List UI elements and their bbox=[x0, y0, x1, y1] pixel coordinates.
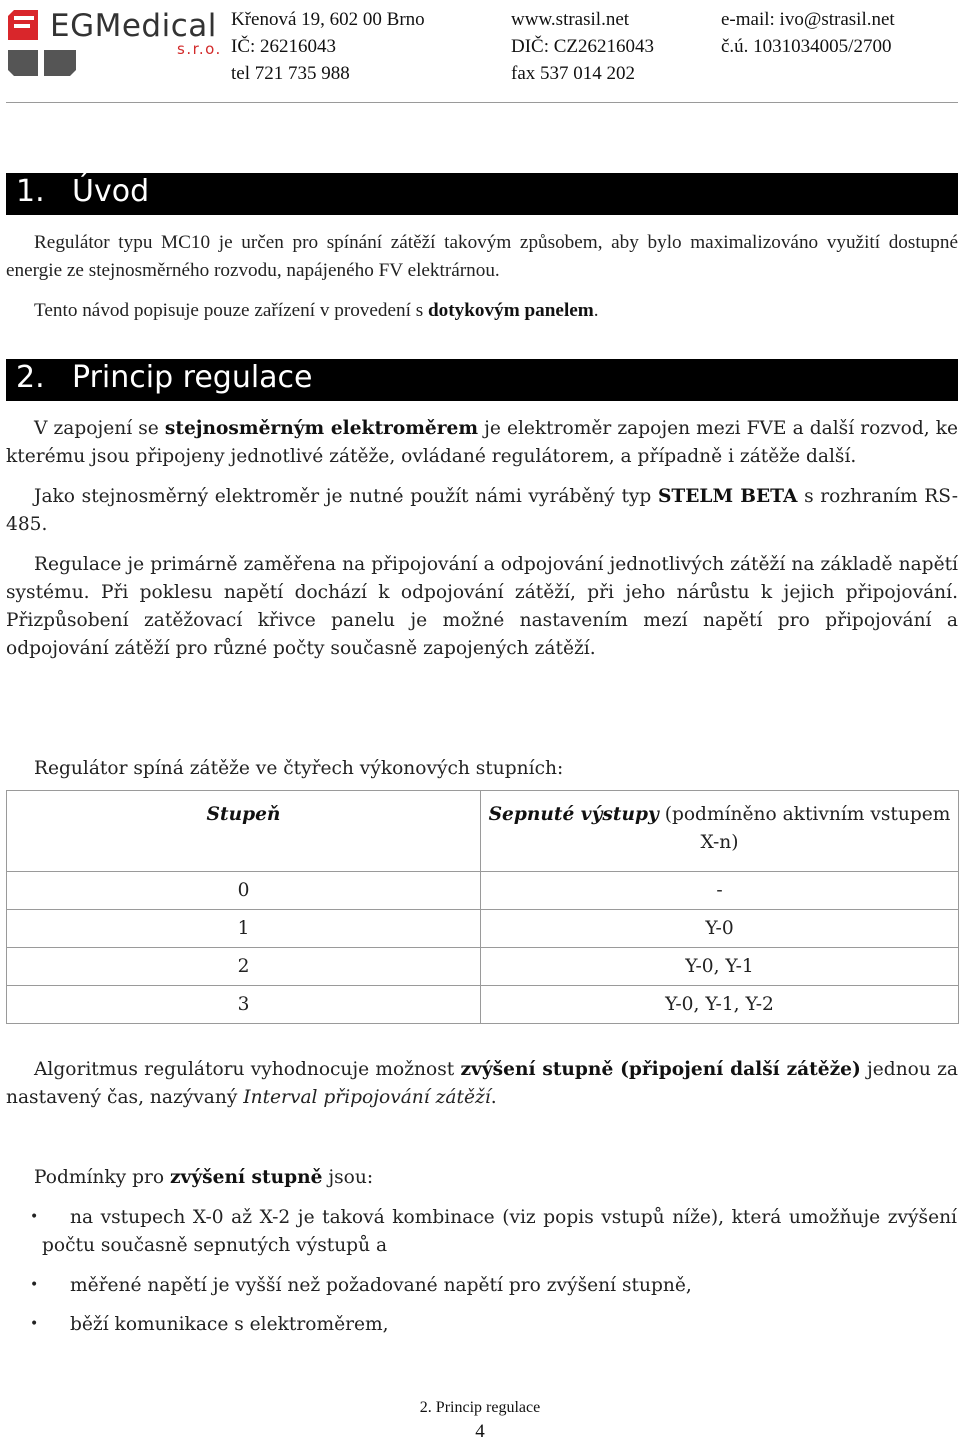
company-suffix: s.r.o. bbox=[177, 40, 222, 58]
section-heading-1 bbox=[6, 173, 958, 215]
table-cell-stage: 3 bbox=[7, 986, 481, 1024]
company-logo bbox=[6, 6, 222, 78]
conditions-heading: Podmínky pro zvýšení stupně jsou: bbox=[34, 1167, 374, 1188]
list-item: na vstupech X-0 až X-2 je taková kombinace (viz popis vstupů níže), která umožňuje zvýšení počtu současně sepnutých výstupů a bbox=[42, 1207, 957, 1256]
company-name: EGMedical bbox=[50, 8, 217, 44]
table-cell-stage: 1 bbox=[7, 910, 481, 948]
table-intro: Regulátor spíná zátěže ve čtyřech výkonových stupních: bbox=[34, 758, 564, 779]
header-account: č.ú. 1031034005/2700 bbox=[721, 36, 892, 57]
table-cell-outputs: Y-0, Y-1, Y-2 bbox=[481, 986, 959, 1024]
section-number: 2. bbox=[16, 360, 45, 395]
table-row bbox=[7, 872, 959, 910]
table-cell-outputs: - bbox=[481, 872, 959, 910]
bullet-icon: • bbox=[30, 1316, 39, 1332]
header-web: www.strasil.net bbox=[511, 9, 630, 30]
list-item: měřené napětí je vyšší než požadované napětí pro zvýšení stupně, bbox=[70, 1275, 692, 1296]
scope-paragraph: Tento návod popisuje pouze zařízení v provedení s dotykovým panelem. bbox=[34, 300, 599, 321]
meter-paragraph: V zapojení se stejnosměrným elektroměrem je elektroměr zapojen mezi FVE a další rozvod, ke kterému jsou připojeny jednotlivé zátěže, ovládané regulátorem, a případně i zátěže další. bbox=[6, 418, 958, 467]
section-title: Princip regulace bbox=[72, 360, 313, 395]
table-cell-stage: 0 bbox=[7, 872, 481, 910]
header-ico: IČ: 26216043 bbox=[231, 36, 337, 57]
footer-section-title: 2. Princip regulace bbox=[419, 1399, 541, 1416]
header-fax: fax 537 014 202 bbox=[511, 63, 636, 84]
algorithm-paragraph: Algoritmus regulátoru vyhodnocuje možnost zvýšení stupně (připojení další zátěže) jednou za nastavený čas, nazývaný Interval připojování zátěží. bbox=[6, 1059, 958, 1108]
list-item: běží komunikace s elektroměrem, bbox=[70, 1314, 389, 1335]
table-header-row bbox=[7, 791, 959, 872]
stages-table bbox=[6, 790, 959, 1024]
stelm-paragraph: Jako stejnosměrný elektroměr je nutné použít námi vyráběný typ STELM BETA s rozhraním RS-485. bbox=[6, 486, 958, 535]
table-header-stage: Stupeň bbox=[7, 791, 481, 872]
table-cell-stage: 2 bbox=[7, 948, 481, 986]
section-title: Úvod bbox=[72, 174, 150, 209]
bullet-icon: • bbox=[30, 1209, 39, 1225]
header-address: Křenová 19, 602 00 Brno bbox=[231, 9, 425, 30]
table-row bbox=[7, 910, 959, 948]
section-number: 1. bbox=[16, 174, 45, 209]
page-number: 4 bbox=[475, 1421, 485, 1442]
intro-paragraph: Regulátor typu MC10 je určen pro spínání zátěží takovým způsobem, aby bylo maximalizováno využití dostupné energie ze stejnosměrného rozvodu, napájeného FV elektrárnou. bbox=[6, 232, 958, 281]
table-row bbox=[7, 948, 959, 986]
bullet-icon: • bbox=[30, 1277, 39, 1293]
header-dic: DIČ: CZ26216043 bbox=[511, 36, 655, 57]
table-header-outputs: Sepnuté výstupy (podmíněno aktivním vstupem X-n) bbox=[481, 791, 959, 872]
header-phone: tel 721 735 988 bbox=[231, 63, 350, 84]
section-heading-2 bbox=[6, 359, 958, 401]
regulation-paragraph: Regulace je primárně zaměřena na připojování a odpojování jednotlivých zátěží na základě napětí systému. Při poklesu napětí dochází k odpojování zátěží, při jeho nárůstu k jejich připojování. Přizpůsobení zatěžovací křivce panelu je možné nastavením mezí napětí pro připojování a odpojování zátěží pro různé počty současně zapojených zátěží. bbox=[6, 554, 958, 659]
table-row bbox=[7, 986, 959, 1024]
header-divider bbox=[6, 102, 958, 103]
header-email: e-mail: ivo@strasil.net bbox=[721, 9, 895, 30]
table-cell-outputs: Y-0 bbox=[481, 910, 959, 948]
table-cell-outputs: Y-0, Y-1 bbox=[481, 948, 959, 986]
